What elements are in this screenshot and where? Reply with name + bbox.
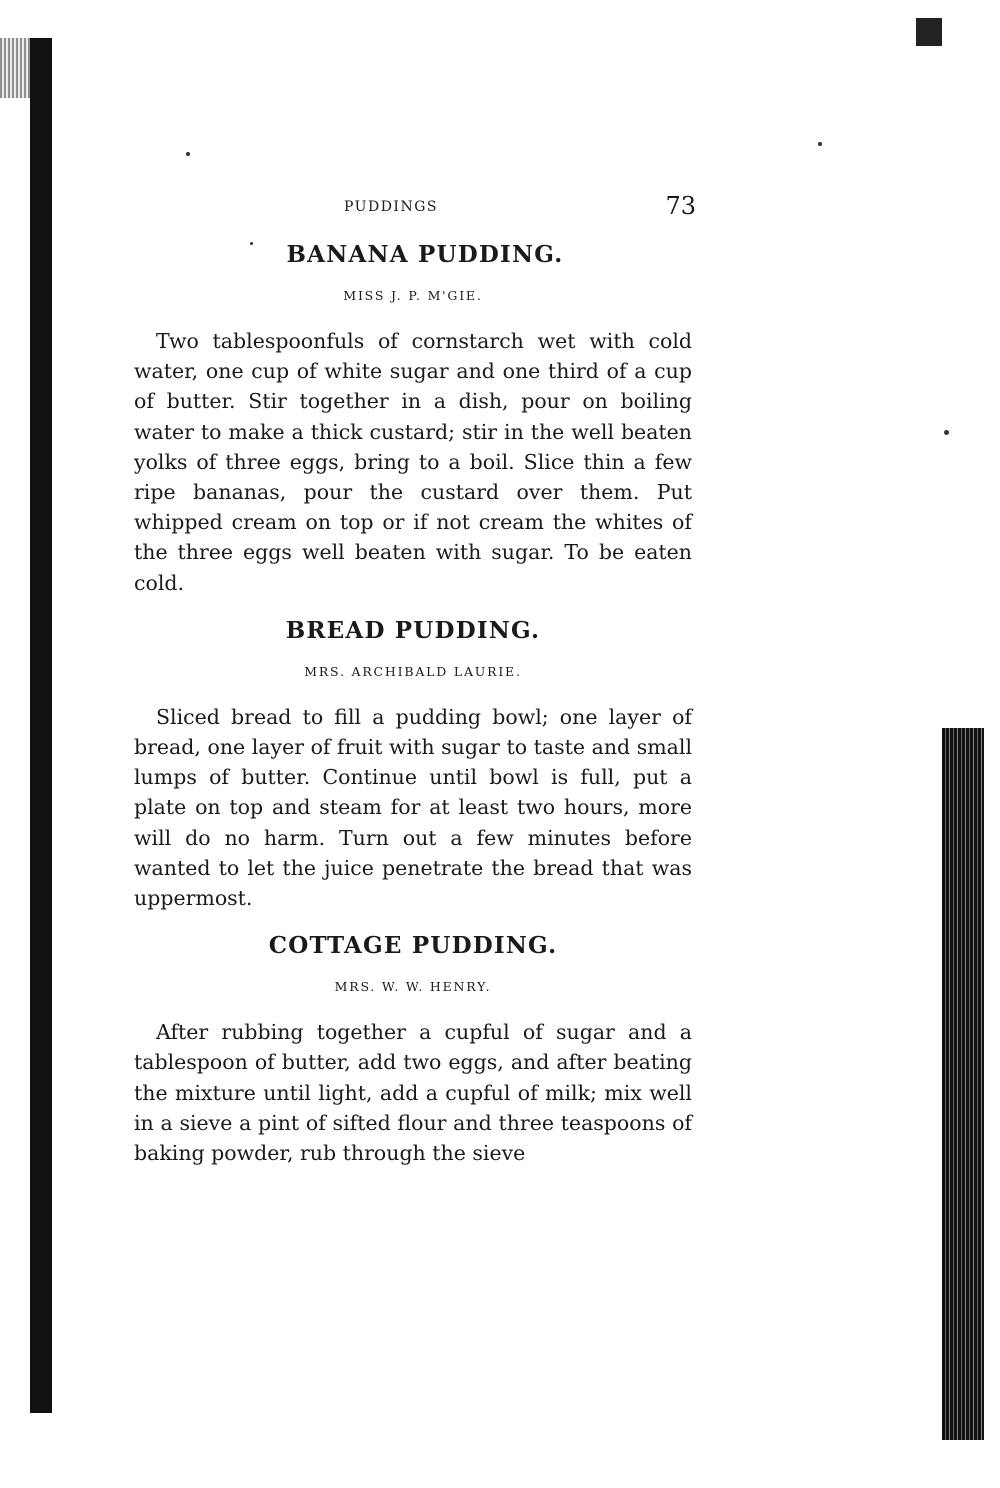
scan-speck <box>944 430 949 435</box>
scan-shadow-right <box>942 728 984 1440</box>
recipe-banana-pudding <box>134 238 692 598</box>
recipe-author: MRS. ARCHIBALD LAURIE. <box>304 663 522 679</box>
recipe-bread-pudding <box>134 614 692 913</box>
recipe-author: MRS. W. W. HENRY. <box>334 979 492 995</box>
scan-speck <box>186 152 190 156</box>
recipe-title: BANANA PUDDING. <box>286 241 564 268</box>
recipe-cottage-pudding <box>134 929 692 1168</box>
scan-shadow-left-top <box>0 38 34 98</box>
recipe-body: Sliced bread to fill a pudding bowl; one layer of bread, one layer of fruit with sugar to taste and small lumps of butter. Continue until bowl is full, put a plate on top and steam for at least two hours, more will do no harm. Turn out a few minutes before wanted to let the juice penetrate the bread that was uppermost. <box>134 704 692 911</box>
recipe-body: After rubbing together a cupful of sugar and a tablespoon of butter, add two eggs, and after beating the mixture until light, add a cupful of milk; mix well in a sieve a pint of sifted flour and three teaspoons of baking powder, rub through the sieve <box>134 1020 692 1166</box>
recipe-author: MISS J. P. M'GIE. <box>343 288 483 303</box>
scan-speck <box>818 142 822 146</box>
running-head <box>134 192 696 220</box>
page-number: 73 <box>665 192 696 220</box>
scan-shadow-left <box>30 38 52 1413</box>
scan-mark-top-right <box>916 18 942 46</box>
recipe-title: COTTAGE PUDDING. <box>268 932 558 960</box>
running-head-section: PUDDINGS <box>344 199 438 215</box>
recipe-title: BREAD PUDDING. <box>285 616 541 644</box>
recipe-list <box>134 238 692 1168</box>
recipe-body: Two tablespoonfuls of cornstarch wet with cold water, one cup of white sugar and one third of a cup of butter. Stir together in a dish, pour on boiling water to make a thick custard; stir in the well beaten yolks of three eggs, bring to a boil. Slice thin a few ripe bananas, pour the custard over them. Put whipped cream on top or if not cream the whites of the three eggs well beaten with sugar. To be eaten cold. <box>134 329 692 595</box>
